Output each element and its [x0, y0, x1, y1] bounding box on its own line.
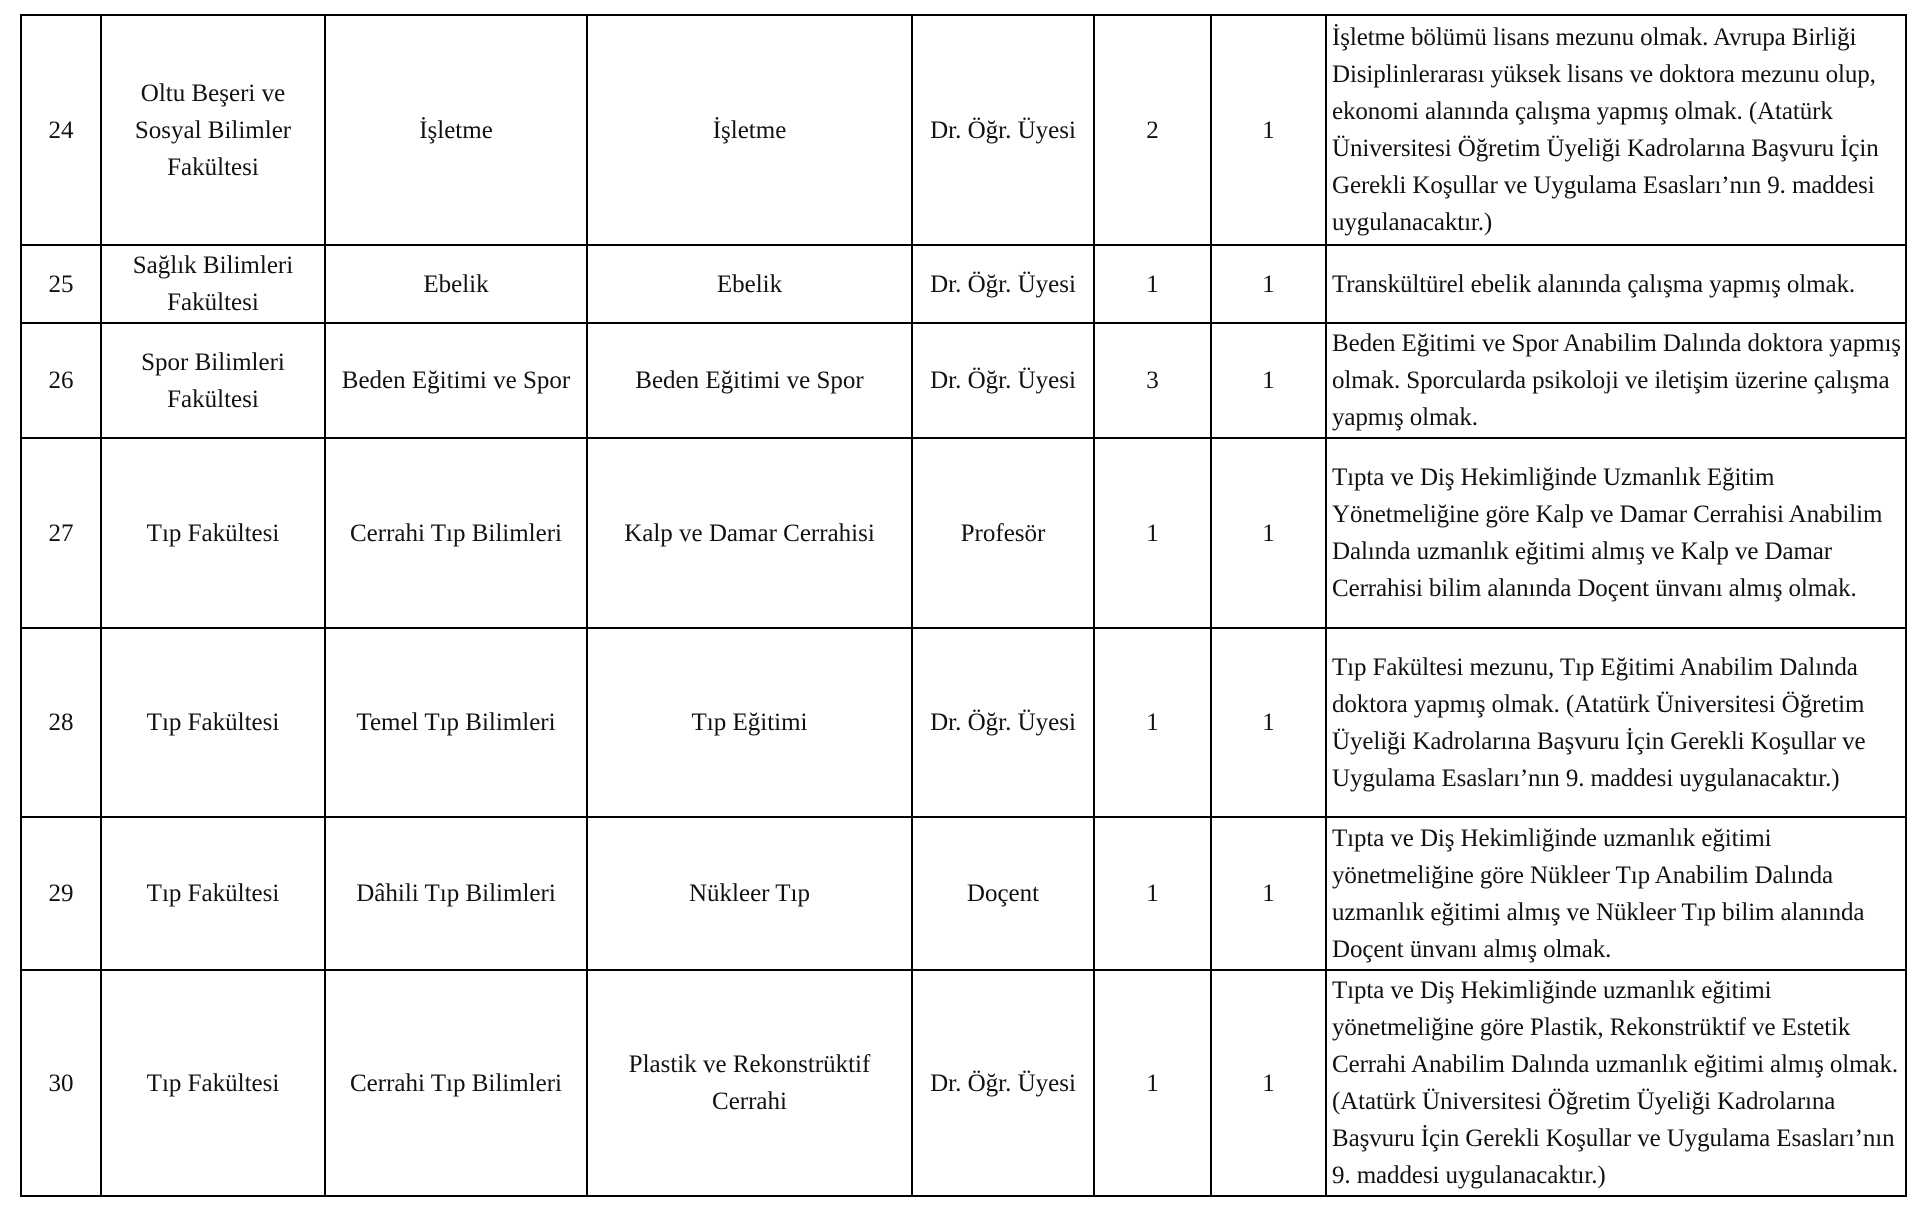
division-cell: Tıp Eğitimi: [587, 628, 912, 817]
division-cell: Nükleer Tıp: [587, 817, 912, 970]
title-cell: Doçent: [912, 817, 1094, 970]
title-cell: Profesör: [912, 438, 1094, 628]
department-cell: Beden Eğitimi ve Spor: [325, 323, 587, 438]
degree-cell: 3: [1094, 323, 1211, 438]
table-row: [21, 15, 1906, 245]
title-cell: Dr. Öğr. Üyesi: [912, 323, 1094, 438]
requirement-cell: Transkültürel ebelik alanında çalışma yapmış olmak.: [1326, 245, 1906, 323]
table-row: [21, 628, 1906, 817]
row-number: 25: [21, 245, 101, 323]
requirement-cell: Beden Eğitimi ve Spor Anabilim Dalında doktora yapmış olmak. Sporcularda psikoloji ve iletişim üzerine çalışma yapmış olmak.: [1326, 323, 1906, 438]
faculty-cell: Oltu Beşeri ve Sosyal Bilimler Fakültesi: [101, 15, 325, 245]
department-cell: Cerrahi Tıp Bilimleri: [325, 970, 587, 1196]
degree-cell: 1: [1094, 628, 1211, 817]
document-page: [20, 14, 1907, 1197]
division-cell: İşletme: [587, 15, 912, 245]
row-number: 24: [21, 15, 101, 245]
requirement-cell: Tıpta ve Diş Hekimliğinde uzmanlık eğitimi yönetmeliğine göre Plastik, Rekonstrüktif ve Estetik Cerrahi Anabilim Dalında uzmanlık eğitimi almış olmak. (Atatürk Üniversitesi Öğretim Üyeliği Kadrolarına Başvuru İçin Gerekli Koşullar ve Uygulama Esasları’nın 9. maddesi uygulanacaktır.): [1326, 970, 1906, 1196]
department-cell: Ebelik: [325, 245, 587, 323]
degree-cell: 1: [1094, 817, 1211, 970]
row-number: 28: [21, 628, 101, 817]
table-row: [21, 817, 1906, 970]
row-number: 30: [21, 970, 101, 1196]
requirement-cell: Tıp Fakültesi mezunu, Tıp Eğitimi Anabilim Dalında doktora yapmış olmak. (Atatürk Üniversitesi Öğretim Üyeliği Kadrolarına Başvuru İçin Gerekli Koşullar ve Uygulama Esasları’nın 9. maddesi uygulanacaktır.): [1326, 628, 1906, 817]
table-row: [21, 323, 1906, 438]
degree-cell: 2: [1094, 15, 1211, 245]
title-cell: Dr. Öğr. Üyesi: [912, 15, 1094, 245]
title-cell: Dr. Öğr. Üyesi: [912, 245, 1094, 323]
faculty-cell: Tıp Fakültesi: [101, 970, 325, 1196]
faculty-cell: Spor Bilimleri Fakültesi: [101, 323, 325, 438]
count-cell: 1: [1211, 245, 1326, 323]
department-cell: Cerrahi Tıp Bilimleri: [325, 438, 587, 628]
degree-cell: 1: [1094, 438, 1211, 628]
table-row: [21, 970, 1906, 1196]
count-cell: 1: [1211, 628, 1326, 817]
department-cell: Temel Tıp Bilimleri: [325, 628, 587, 817]
faculty-cell: Tıp Fakültesi: [101, 817, 325, 970]
degree-cell: 1: [1094, 970, 1211, 1196]
degree-cell: 1: [1094, 245, 1211, 323]
requirement-cell: İşletme bölümü lisans mezunu olmak. Avrupa Birliği Disiplinlerarası yüksek lisans ve doktora mezunu olup, ekonomi alanında çalışma yapmış olmak. (Atatürk Üniversitesi Öğretim Üyeliği Kadrolarına Başvuru İçin Gerekli Koşullar ve Uygulama Esasları’nın 9. maddesi uygulanacaktır.): [1326, 15, 1906, 245]
row-number: 26: [21, 323, 101, 438]
row-number: 27: [21, 438, 101, 628]
table-row: [21, 438, 1906, 628]
count-cell: 1: [1211, 438, 1326, 628]
count-cell: 1: [1211, 15, 1326, 245]
department-cell: İşletme: [325, 15, 587, 245]
division-cell: Ebelik: [587, 245, 912, 323]
position-table: [20, 14, 1907, 1197]
division-cell: Kalp ve Damar Cerrahisi: [587, 438, 912, 628]
division-cell: Beden Eğitimi ve Spor: [587, 323, 912, 438]
table-row: [21, 245, 1906, 323]
count-cell: 1: [1211, 323, 1326, 438]
count-cell: 1: [1211, 970, 1326, 1196]
requirement-cell: Tıpta ve Diş Hekimliğinde uzmanlık eğitimi yönetmeliğine göre Nükleer Tıp Anabilim Dalında uzmanlık eğitimi almış ve Nükleer Tıp bilim alanında Doçent ünvanı almış olmak.: [1326, 817, 1906, 970]
title-cell: Dr. Öğr. Üyesi: [912, 628, 1094, 817]
requirement-cell: Tıpta ve Diş Hekimliğinde Uzmanlık Eğitim Yönetmeliğine göre Kalp ve Damar Cerrahisi Anabilim Dalında uzmanlık eğitimi almış ve Kalp ve Damar Cerrahisi bilim alanında Doçent ünvanı almış olmak.: [1326, 438, 1906, 628]
row-number: 29: [21, 817, 101, 970]
department-cell: Dâhili Tıp Bilimleri: [325, 817, 587, 970]
faculty-cell: Tıp Fakültesi: [101, 628, 325, 817]
faculty-cell: Sağlık Bilimleri Fakültesi: [101, 245, 325, 323]
title-cell: Dr. Öğr. Üyesi: [912, 970, 1094, 1196]
division-cell: Plastik ve Rekonstrüktif Cerrahi: [587, 970, 912, 1196]
count-cell: 1: [1211, 817, 1326, 970]
faculty-cell: Tıp Fakültesi: [101, 438, 325, 628]
